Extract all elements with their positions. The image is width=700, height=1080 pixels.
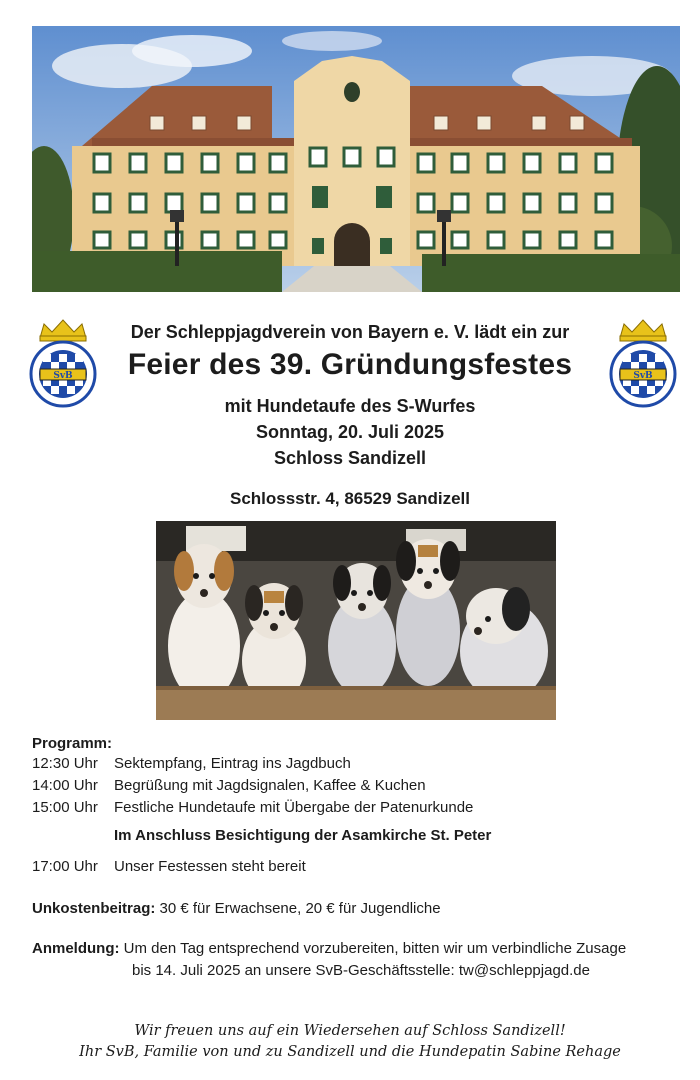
program-text: Sektempfang, Eintrag ins Jagdbuch <box>114 755 351 772</box>
event-date: Sonntag, 20. Juli 2025 <box>255 422 445 442</box>
puppies-photo <box>156 521 556 720</box>
program-time: 15:00 Uhr <box>32 799 98 816</box>
invitation-line: Der Schleppjagdverein von Bayern e. V. lädt ein zur <box>130 322 570 342</box>
program-time: 14:00 Uhr <box>32 777 98 794</box>
cost-info <box>32 900 441 917</box>
program-text: Unser Festessen steht bereit <box>114 858 306 875</box>
program-heading: Programm: <box>32 735 113 752</box>
program-text: Festliche Hundetaufe mit Übergabe der Patenurkunde <box>114 799 474 816</box>
castle-photo <box>32 26 680 292</box>
event-subtitle: mit Hundetaufe des S-Wurfes <box>224 396 476 416</box>
closing-line-2: Ihr SvB, Familie von und zu Sandizell und die Hundepatin Sabine Rehage <box>79 1044 621 1060</box>
program-text: Begrüßung mit Jagdsignalen, Kaffee & Kuchen <box>114 777 426 794</box>
closing-line-1: Wir freuen uns auf ein Wiedersehen auf Schloss Sandizell! <box>134 1023 566 1039</box>
program-item <box>32 755 351 772</box>
program-item <box>32 777 426 794</box>
cost-label: Unkostenbeitrag: <box>32 900 156 917</box>
svg-text:SvB: SvB <box>53 371 73 381</box>
event-venue: Schloss Sandizell <box>273 448 427 468</box>
program-time: 12:30 Uhr <box>32 755 98 772</box>
program-time: 17:00 Uhr <box>32 858 98 875</box>
program-item <box>32 799 473 816</box>
event-address: Schlossstr. 4, 86529 Sandizell <box>229 489 471 508</box>
program-item <box>32 858 306 875</box>
registration-label: Anmeldung: <box>32 940 120 957</box>
registration-deadline: bis 14. Juli 2025 an unsere SvB-Geschäftsstelle: tw@schleppjagd.de <box>132 962 590 979</box>
event-title: Feier des 39. Gründungsfestes <box>127 348 573 381</box>
cost-text: 30 € für Erwachsene, 20 € für Jugendliche <box>159 900 441 917</box>
registration-text: Um den Tag entsprechend vorzubereiten, bitten wir um verbindliche Zusage <box>123 940 627 957</box>
svg-text:SvB: SvB <box>633 371 653 381</box>
program-note: Im Anschluss Besichtigung der Asamkirche St. Peter <box>114 827 492 844</box>
registration-info <box>32 940 626 957</box>
